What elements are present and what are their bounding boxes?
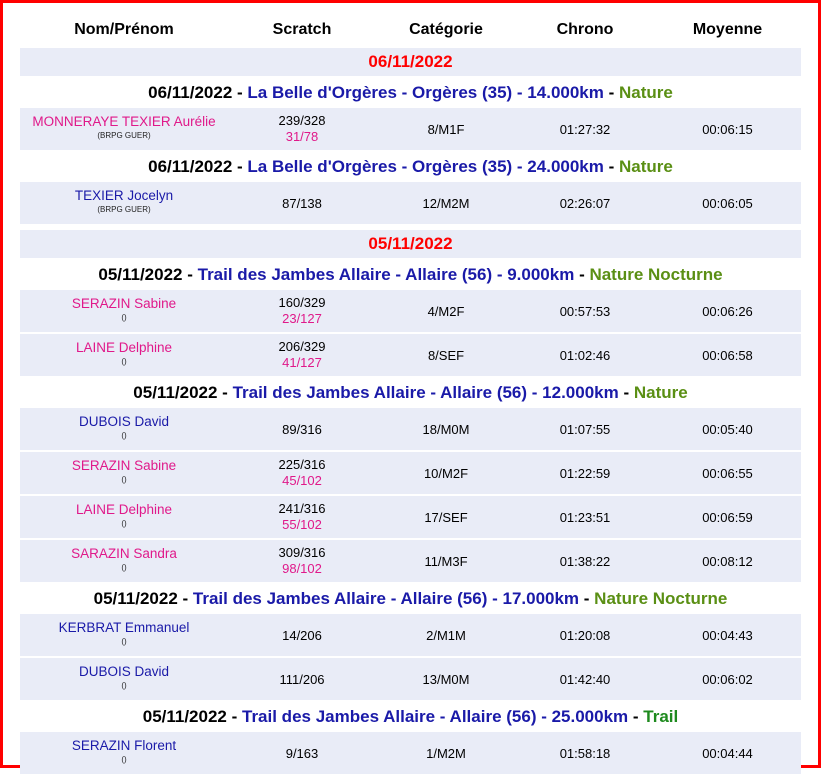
chrono-cell: 01:23:51 — [559, 509, 611, 525]
race-type: Nature — [633, 383, 688, 402]
runner-cell — [20, 547, 228, 575]
race-separator: - — [579, 589, 595, 608]
race-date: 06/11/2022 — [148, 157, 233, 176]
race-separator: - — [628, 707, 644, 726]
race-separator: - — [603, 157, 619, 176]
scratch-gender: 23/127 — [282, 311, 322, 326]
race-heading — [20, 78, 801, 108]
scratch-cell — [228, 545, 376, 577]
race-type: Nature — [619, 157, 673, 176]
average-cell: 00:08:12 — [702, 553, 753, 569]
runner-name[interactable]: SARAZIN Sandra — [71, 546, 177, 561]
scratch-overall: 160/329 — [278, 295, 326, 310]
average-cell: 00:06:58 — [702, 347, 753, 363]
category-cell: 8/M1F — [427, 121, 465, 137]
table-row — [20, 658, 801, 700]
race-separator: - — [574, 265, 590, 284]
runner-name[interactable]: TEXIER Jocelyn — [74, 188, 174, 203]
results-table — [20, 12, 801, 776]
header-category: Catégorie — [409, 21, 483, 38]
race-separator: - — [232, 157, 248, 176]
runner-cell — [20, 665, 228, 693]
race-type: Nature — [619, 83, 673, 102]
race-heading — [20, 152, 801, 182]
scratch-cell — [228, 113, 376, 145]
scratch-cell: 111/206 — [279, 671, 325, 687]
race-type: Nature Nocturne — [594, 589, 728, 608]
runner-club: (BRPG GUER) — [97, 205, 151, 214]
category-cell: 4/M2F — [427, 303, 465, 319]
runner-cell — [20, 415, 228, 443]
scratch-gender: 31/78 — [285, 129, 319, 144]
chrono-cell: 01:02:46 — [559, 347, 611, 363]
runner-name[interactable]: DUBOIS David — [78, 664, 170, 679]
scratch-gender: 55/102 — [282, 517, 322, 532]
race-separator: - — [232, 83, 248, 102]
table-row — [20, 182, 801, 224]
date-heading: 05/11/2022 — [20, 230, 801, 258]
runner-name[interactable]: SERAZIN Sabine — [71, 296, 177, 311]
chrono-cell: 01:58:18 — [559, 745, 611, 761]
race-heading — [20, 260, 801, 290]
category-cell: 13/M0M — [422, 671, 470, 687]
runner-club: () — [121, 563, 127, 572]
runner-name[interactable]: LAINE Delphine — [75, 340, 173, 355]
category-cell: 8/SEF — [427, 347, 465, 363]
race-link[interactable]: Trail des Jambes Allaire - Allaire (56) - 9.000km — [197, 265, 575, 284]
race-link[interactable]: Trail des Jambes Allaire - Allaire (56) - 12.000km — [232, 383, 619, 402]
scratch-cell: 89/316 — [282, 421, 322, 437]
table-row — [20, 108, 801, 150]
runner-cell — [20, 503, 228, 531]
scratch-cell — [228, 501, 376, 533]
race-date: 05/11/2022 — [142, 707, 227, 726]
runner-cell — [20, 189, 228, 217]
scratch-cell: 14/206 — [282, 627, 322, 643]
scratch-cell — [228, 295, 376, 327]
average-cell: 00:04:43 — [702, 627, 753, 643]
race-date: 05/11/2022 — [98, 265, 183, 284]
runner-club: () — [121, 475, 127, 484]
category-cell: 18/M0M — [422, 421, 470, 437]
category-cell: 2/M1M — [426, 627, 466, 643]
race-separator: - — [217, 383, 233, 402]
average-cell: 00:04:44 — [702, 745, 753, 761]
runner-name[interactable]: LAINE Delphine — [75, 502, 173, 517]
category-cell: 11/M3F — [424, 553, 468, 569]
table-row — [20, 614, 801, 656]
chrono-cell: 01:42:40 — [559, 671, 611, 687]
chrono-cell: 01:38:22 — [559, 553, 611, 569]
chrono-cell: 00:57:53 — [559, 303, 611, 319]
race-type: Trail — [643, 707, 679, 726]
average-cell: 00:05:40 — [702, 421, 753, 437]
race-separator: - — [177, 589, 193, 608]
scratch-gender: 98/102 — [282, 561, 322, 576]
chrono-cell: 01:07:55 — [559, 421, 611, 437]
chrono-cell: 01:27:32 — [559, 121, 611, 137]
race-heading — [20, 378, 801, 408]
race-separator: - — [618, 383, 634, 402]
race-separator: - — [226, 707, 242, 726]
race-link[interactable]: La Belle d'Orgères - Orgères (35) - 14.000km — [247, 83, 604, 102]
runner-cell — [20, 115, 228, 143]
category-cell: 10/M2F — [423, 465, 469, 481]
average-cell: 00:06:26 — [702, 303, 753, 319]
race-date: 06/11/2022 — [148, 83, 233, 102]
category-cell: 12/M2M — [422, 195, 470, 211]
scratch-gender: 41/127 — [282, 355, 322, 370]
scratch-overall: 309/316 — [278, 545, 326, 560]
runner-cell — [20, 621, 228, 649]
runner-club: () — [121, 519, 127, 528]
runner-name[interactable]: DUBOIS David — [78, 414, 170, 429]
runner-club: () — [121, 357, 127, 366]
scratch-overall: 225/316 — [278, 457, 326, 472]
race-separator: - — [603, 83, 619, 102]
runner-club: () — [121, 313, 127, 322]
runner-cell — [20, 739, 228, 767]
runner-cell — [20, 297, 228, 325]
race-type: Nature Nocturne — [589, 265, 723, 284]
runner-name[interactable]: KERBRAT Emmanuel — [58, 620, 190, 635]
runner-name[interactable]: MONNERAYE TEXIER Aurélie — [32, 114, 216, 129]
race-date: 05/11/2022 — [133, 383, 218, 402]
header-chrono: Chrono — [556, 21, 614, 38]
table-row — [20, 290, 801, 332]
header-scratch: Scratch — [272, 21, 332, 38]
race-link[interactable]: La Belle d'Orgères - Orgères (35) - 24.000km — [247, 157, 604, 176]
category-cell: 1/M2M — [426, 745, 466, 761]
table-row — [20, 540, 801, 582]
average-cell: 00:06:55 — [702, 465, 753, 481]
runner-name[interactable]: SERAZIN Sabine — [71, 458, 177, 473]
category-cell: 17/SEF — [424, 509, 468, 525]
runner-name[interactable]: SERAZIN Florent — [71, 738, 177, 753]
table-row — [20, 452, 801, 494]
date-heading: 06/11/2022 — [20, 48, 801, 76]
runner-club: () — [121, 681, 127, 690]
scratch-cell — [228, 339, 376, 371]
scratch-cell — [228, 457, 376, 489]
chrono-cell: 02:26:07 — [559, 195, 611, 211]
average-cell: 00:06:15 — [702, 121, 753, 137]
table-row — [20, 496, 801, 538]
header-name: Nom/Prénom — [74, 21, 174, 38]
scratch-gender: 45/102 — [282, 473, 322, 488]
runner-club: (BRPG GUER) — [97, 131, 151, 140]
average-cell: 00:06:05 — [702, 195, 753, 211]
average-cell: 00:06:02 — [702, 671, 753, 687]
scratch-cell: 9/163 — [285, 745, 319, 761]
table-row — [20, 334, 801, 376]
runner-club: () — [121, 755, 127, 764]
runner-cell — [20, 459, 228, 487]
chrono-cell: 01:22:59 — [559, 465, 611, 481]
scratch-overall: 239/328 — [278, 113, 326, 128]
race-link[interactable]: Trail des Jambes Allaire - Allaire (56) - 17.000km — [192, 589, 580, 608]
scratch-overall: 206/329 — [278, 339, 326, 354]
runner-cell — [20, 341, 228, 369]
race-link[interactable]: Trail des Jambes Allaire - Allaire (56) - 25.000km — [242, 707, 629, 726]
race-heading — [20, 702, 801, 732]
race-date: 05/11/2022 — [93, 589, 178, 608]
scratch-overall: 241/316 — [278, 501, 326, 516]
scratch-cell: 87/138 — [282, 195, 322, 211]
race-separator: - — [182, 265, 198, 284]
table-header — [20, 12, 801, 48]
header-average: Moyenne — [692, 21, 763, 38]
chrono-cell: 01:20:08 — [559, 627, 611, 643]
race-heading — [20, 584, 801, 614]
runner-club: () — [121, 431, 127, 440]
average-cell: 00:06:59 — [702, 509, 753, 525]
runner-club: () — [121, 637, 127, 646]
table-row — [20, 408, 801, 450]
